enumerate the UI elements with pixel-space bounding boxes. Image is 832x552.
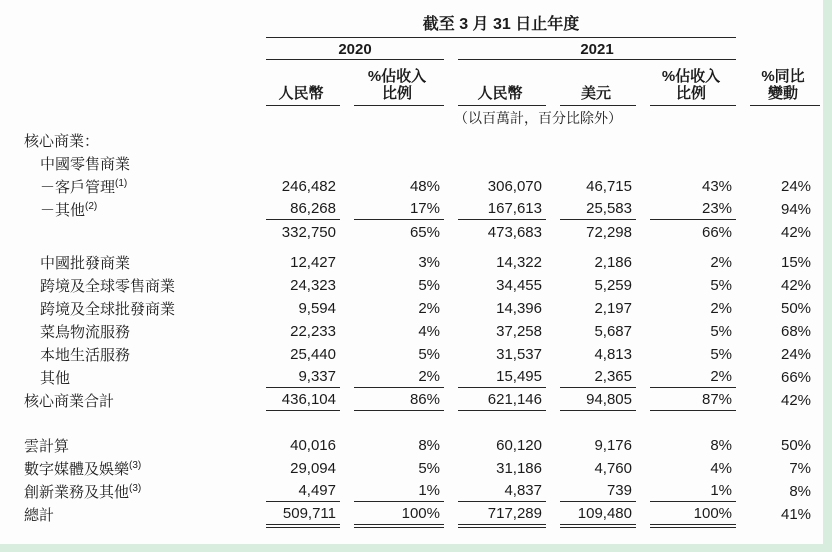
cell: 72,298 [586, 223, 632, 241]
cell: 2% [340, 366, 444, 389]
cell: 246,482 [281, 177, 336, 195]
cell: 5,259 [594, 276, 632, 294]
header-spacer [736, 4, 820, 38]
cell: 94% [780, 200, 812, 218]
cell: 42% [780, 276, 812, 294]
cell: 2% [636, 366, 736, 389]
cell: 5% [710, 345, 733, 363]
colhead-label: 變動 [768, 85, 799, 102]
cell [736, 152, 820, 175]
period-title-cell [252, 4, 736, 38]
cell: 42% [780, 391, 812, 409]
cell: 17% [340, 198, 444, 221]
units-note: （以百萬計，百分比除外） [454, 110, 622, 126]
cell: 41% [780, 505, 812, 523]
period-title: 截至 3 月 31 日止年度 [266, 11, 736, 38]
table-row-china-wholesale [12, 251, 820, 274]
cell: 15,495 [444, 366, 546, 389]
cell: 167,613 [444, 198, 546, 221]
table-row-core-commerce-total [12, 389, 820, 412]
cell [636, 152, 736, 175]
cell: 50% [780, 299, 812, 317]
cell: 29,094 [290, 459, 336, 477]
year-2021-cell [444, 38, 736, 60]
cell: 66% [780, 368, 812, 386]
spacer-row [12, 412, 820, 434]
row-label: 中國零售商業 [40, 156, 131, 173]
cell: 1% [636, 480, 736, 503]
cell: 40,016 [290, 436, 336, 454]
footnote-marker: (3) [129, 460, 142, 471]
table-row-innovation [12, 480, 820, 503]
cell [546, 152, 636, 175]
cell: 24% [780, 177, 812, 195]
cell: 5% [418, 459, 440, 477]
table-row-core-commerce-heading [12, 129, 820, 152]
cell: 23% [636, 198, 736, 221]
cell [252, 129, 340, 152]
year-2021-label: 2021 [458, 41, 736, 60]
row-label: 核心商業合計 [24, 393, 115, 410]
cell: 2,186 [594, 253, 632, 271]
row-label: －客戶管理$^{(1)}$ [40, 178, 128, 196]
page-edge-strip-right [823, 0, 832, 552]
colhead-label: %佔收入 [661, 68, 721, 85]
cell: 7% [789, 459, 812, 477]
table-row-china-retail-subtotal [12, 221, 820, 244]
cell: 86,268 [252, 198, 340, 221]
row-label [12, 221, 252, 244]
cell: 4,497 [252, 480, 340, 503]
row-label: 跨境及全球零售商業 [40, 278, 176, 295]
cell: 5% [710, 322, 733, 340]
cell: 332,750 [281, 223, 336, 241]
colhead-pct-2020 [340, 60, 444, 106]
cell: 31,186 [496, 459, 542, 477]
cell: 1% [340, 480, 444, 503]
row-label: 跨境及全球批發商業 [40, 301, 176, 318]
header-spacer [12, 38, 252, 60]
colhead-rmb-2020 [252, 60, 340, 106]
header-spacer [252, 106, 340, 129]
cell: 68% [780, 322, 812, 340]
cell: 86% [340, 389, 444, 412]
cell: 14,322 [496, 253, 542, 271]
row-label: 創新業務及其他$^{(3)}$ [24, 483, 142, 501]
row-label: －其他$^{(2)}$ [40, 201, 98, 219]
cell: 2% [710, 253, 733, 271]
year-2020-label: 2020 [266, 41, 444, 60]
cell: 14,396 [496, 299, 542, 317]
cell [444, 129, 546, 152]
header-spacer [12, 4, 252, 38]
cell [736, 129, 820, 152]
cell [340, 129, 444, 152]
table-row-intl-wholesale [12, 297, 820, 320]
table-row-retail-others [12, 198, 820, 221]
table-row-intl-retail [12, 274, 820, 297]
table-row-china-retail-heading [12, 152, 820, 175]
table-row-local-services [12, 343, 820, 366]
colhead-label: 比例 [676, 85, 707, 102]
cell: 8% [418, 436, 440, 454]
table-row-digital-media [12, 457, 820, 480]
colhead-usd-2021 [546, 60, 636, 106]
cell: 24% [780, 345, 812, 363]
header-years-row [12, 38, 820, 60]
cell: 9,176 [594, 436, 632, 454]
colhead-label: %佔收入 [367, 68, 427, 85]
cell: 66% [701, 223, 733, 241]
cell: 24,323 [290, 276, 336, 294]
colhead-label: 比例 [381, 85, 412, 102]
cell: 9,594 [298, 299, 336, 317]
colhead-pct-2021 [636, 60, 736, 106]
cell: 15% [780, 253, 812, 271]
cell: 65% [409, 223, 440, 241]
table-row-cloud [12, 434, 820, 457]
table-row-cainiao [12, 320, 820, 343]
header-spacer [736, 38, 820, 60]
cell: 43% [701, 177, 733, 195]
cell: 109,480 [546, 503, 636, 526]
header-spacer [12, 60, 252, 106]
cell: 25,440 [290, 345, 336, 363]
footnote-marker: (3) [129, 483, 142, 494]
colhead-label: 美元 [580, 85, 611, 102]
cell: 4% [710, 459, 733, 477]
cell: 739 [546, 480, 636, 503]
header-period-row [12, 4, 820, 38]
cell: 4% [418, 322, 440, 340]
cell: 5% [418, 345, 440, 363]
cell: 621,146 [444, 389, 546, 412]
header-spacer [12, 106, 252, 129]
cell: 717,289 [444, 503, 546, 526]
cell: 436,104 [252, 389, 340, 412]
cell: 4,813 [594, 345, 632, 363]
cell: 5,687 [594, 322, 632, 340]
cell: 306,070 [487, 177, 542, 195]
page-edge-strip-bottom [0, 544, 832, 552]
colhead-yoy [736, 60, 820, 106]
cell: 2,365 [546, 366, 636, 389]
row-label: 雲計算 [24, 438, 70, 455]
cell: 46,715 [586, 177, 632, 195]
table-row-customer-management [12, 175, 820, 198]
table-row-grand-total [12, 503, 820, 526]
table-row-core-others [12, 366, 820, 389]
cell [444, 152, 546, 175]
cell: 60,120 [496, 436, 542, 454]
cell: 100% [636, 503, 736, 526]
row-label: 本地生活服務 [40, 347, 131, 364]
cell: 50% [780, 436, 812, 454]
cell: 12,427 [290, 253, 336, 271]
row-label: 中國批發商業 [40, 255, 131, 272]
cell: 8% [789, 482, 812, 500]
header-spacer [736, 106, 820, 129]
row-label: 核心商業： [24, 133, 100, 150]
cell: 5% [418, 276, 440, 294]
cell: 4,837 [444, 480, 546, 503]
year-2020-cell [252, 38, 444, 60]
row-label: 其他 [40, 370, 71, 387]
cell: 473,683 [487, 223, 542, 241]
cell: 42% [780, 223, 812, 241]
cell: 4,760 [594, 459, 632, 477]
spacer-row [12, 244, 820, 251]
cell [340, 152, 444, 175]
footnote-marker: (2) [85, 201, 98, 212]
cell: 87% [636, 389, 736, 412]
cell: 94,805 [546, 389, 636, 412]
cell: 2% [418, 299, 440, 317]
cell [546, 129, 636, 152]
cell: 8% [710, 436, 733, 454]
cell: 22,233 [290, 322, 336, 340]
cell [636, 129, 736, 152]
cell: 2% [710, 299, 733, 317]
row-label: 總計 [24, 507, 55, 524]
cell: 2,197 [594, 299, 632, 317]
footnote-marker: (1) [115, 178, 128, 189]
colhead-rmb-2021 [444, 60, 546, 106]
colhead-label: %同比 [761, 68, 805, 85]
cell: 37,258 [496, 322, 542, 340]
cell: 3% [418, 253, 440, 271]
cell: 9,337 [252, 366, 340, 389]
cell [252, 152, 340, 175]
row-label: 菜鳥物流服務 [40, 324, 131, 341]
cell: 509,711 [252, 503, 340, 526]
segment-revenue-table [12, 4, 820, 526]
cell: 5% [710, 276, 733, 294]
cell: 34,455 [496, 276, 542, 294]
cell: 31,537 [496, 345, 542, 363]
units-note-row [12, 106, 820, 129]
colhead-label: 人民幣 [278, 85, 324, 102]
header-columns-row [12, 60, 820, 106]
colhead-label: 人民幣 [477, 85, 523, 102]
cell: 48% [409, 177, 440, 195]
cell: 25,583 [546, 198, 636, 221]
row-label: 數字媒體及娛樂$^{(3)}$ [24, 460, 142, 478]
cell: 100% [340, 503, 444, 526]
